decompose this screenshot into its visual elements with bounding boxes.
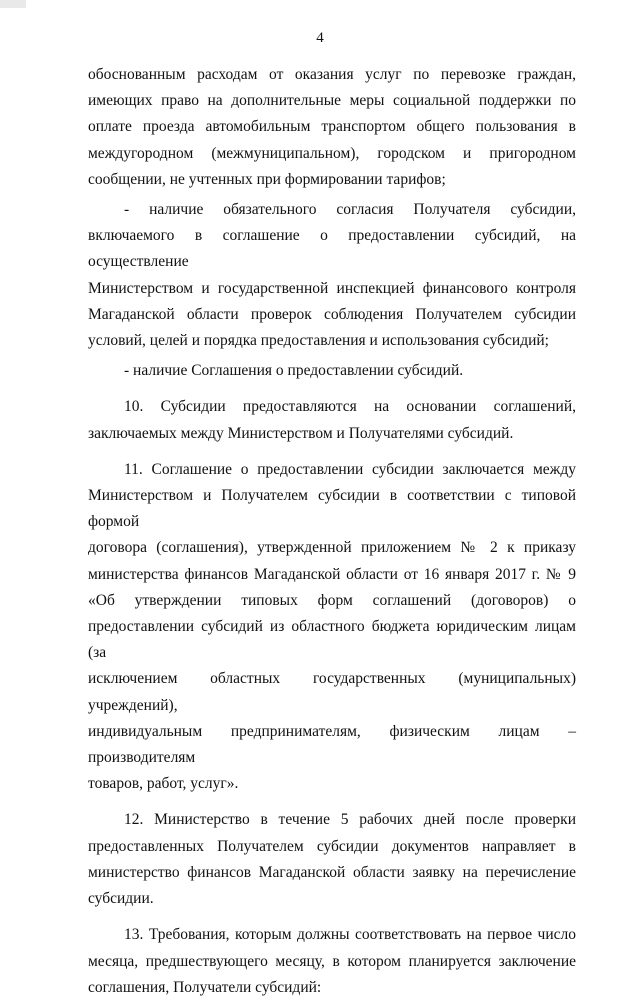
text-line: предоставлении субсидий из областного бюджета юридическим лицам (за: [88, 618, 576, 662]
text-line: Магаданской области проверок соблюдения Получателем субсидии: [88, 305, 576, 323]
scan-artifact: [0, 0, 26, 8]
paragraph-clause-10: [88, 394, 576, 446]
paragraph-clause-11: [88, 457, 576, 798]
text-line: 13. Требования, которым должны соответствовать на первое число: [124, 926, 576, 944]
text-line: Министерством и государственной инспекцией финансового контроля: [88, 279, 576, 297]
paragraph-clause-12: [88, 807, 576, 912]
text-line: - наличие Соглашения о предоставлении субсидий.: [124, 362, 464, 380]
text-line: соглашения, Получатели субсидий:: [88, 978, 322, 996]
text-line: обоснованным расходам от оказания услуг по перевозке граждан,: [88, 66, 576, 83]
paragraph-continued-expenses: [88, 62, 576, 193]
text-line: Министерством и Получателем субсидии в соответствии с типовой формой: [88, 487, 576, 531]
text-line: условий, целей и порядка предоставления и использования субсидий;: [88, 332, 549, 350]
text-line: - наличие обязательного согласия Получателя субсидии,: [124, 201, 576, 219]
text-line: оплате проезда автомобильным транспортом общего пользования в: [88, 118, 576, 136]
text-line: заключаемых между Министерством и Получателями субсидий.: [88, 424, 514, 442]
text-line: 10. Субсидии предоставляются на основании соглашений,: [124, 398, 576, 416]
text-line: сообщении, не учтенных при формировании тарифов;: [88, 170, 446, 188]
text-line: договора (соглашения), утвержденной приложением № 2 к приказу: [88, 539, 576, 557]
text-line: месяца, предшествующего месяцу, в котором планируется заключение: [88, 952, 576, 970]
text-line: министерства финансов Магаданской области от 16 января 2017 г. № 9: [88, 565, 576, 583]
text-line: 11. Соглашение о предоставлении субсидии заключается между: [124, 460, 576, 478]
text-line: предоставленных Получателем субсидии документов направляет в: [88, 837, 576, 855]
text-line: субсидии.: [88, 890, 154, 908]
text-line: министерство финансов Магаданской области заявку на перечисление: [88, 863, 576, 881]
text-line: товаров, работ, услуг».: [88, 775, 239, 793]
text-line: «Об утверждении типовых форм соглашений (договоров) о: [88, 591, 576, 609]
text-line: 12. Министерство в течение 5 рабочих дней после проверки: [124, 811, 576, 829]
page-number: 4: [316, 30, 324, 46]
text-line: исключением областных государственных (муниципальных) учреждений),: [88, 670, 576, 714]
text-line: включаемого в соглашение о предоставлении субсидий, на осуществление: [88, 227, 576, 271]
text-line: индивидуальным предпринимателям, физическим лицам – производителям: [88, 722, 576, 767]
text-line: междугородном (межмуниципальном), городском и пригородном: [88, 144, 576, 162]
paragraph-clause-13: [88, 922, 576, 1001]
paragraph-agreement-item: [88, 358, 576, 384]
document-body: [88, 62, 576, 1001]
paragraph-consent-item: [88, 197, 576, 354]
text-line: имеющих право на дополнительные меры социальной поддержки по: [88, 92, 576, 110]
